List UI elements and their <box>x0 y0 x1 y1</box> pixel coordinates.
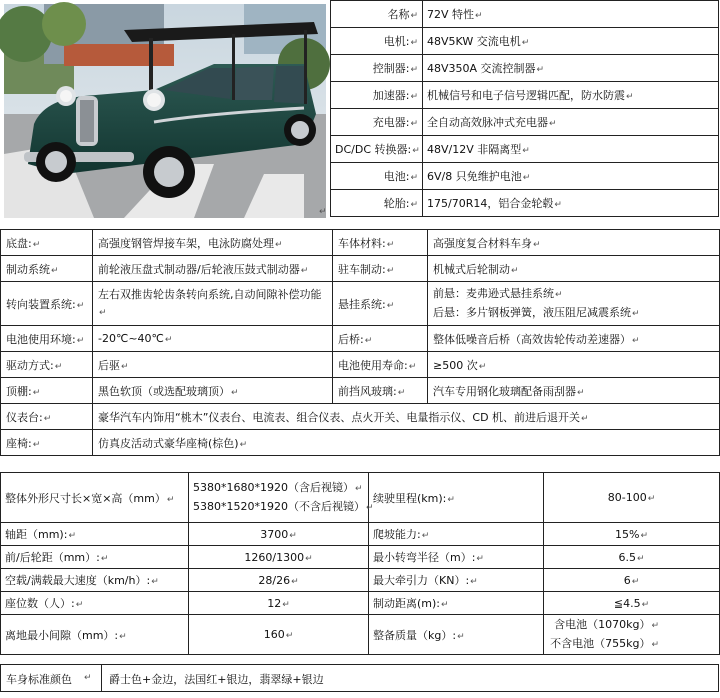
color-options: 爵士色+金边，法国红+银边，翡翠绿+银边 <box>109 673 324 686</box>
spec-label-cell <box>331 109 423 136</box>
spec-value: 48V/12V 非隔离型 <box>427 143 522 156</box>
paragraph-mark: ↵ <box>239 439 248 450</box>
feature-value-cell <box>428 326 720 352</box>
paragraph-mark: ↵ <box>521 38 530 48</box>
feature-value-cell <box>428 230 720 256</box>
feature-label: 制动系统 <box>6 262 50 276</box>
spec-value: 48V350A 交流控制器 <box>427 62 536 75</box>
dimension-value: 15% <box>615 527 640 541</box>
paragraph-mark: ↵ <box>631 576 640 587</box>
paragraph-mark: ↵ <box>119 631 127 642</box>
paragraph-mark: ↵ <box>84 673 92 683</box>
spec-value-cell <box>423 190 719 217</box>
spec-value-cell <box>423 109 719 136</box>
dimension-value-line: 5380*1680*1920（含后视镜） <box>193 480 354 494</box>
dimension-value-cell <box>544 615 720 655</box>
dimension-label-cell <box>1 473 189 523</box>
paragraph-mark: ↵ <box>282 599 290 610</box>
spec-value: 机械信号和电子信号逻辑匹配，防水防震 <box>427 89 625 102</box>
table-row <box>1 256 720 282</box>
spec-label-cell <box>331 163 423 190</box>
feature-label: 悬挂系统: <box>338 297 386 311</box>
table-row <box>331 136 719 163</box>
dimension-label: 最大牵引力（KN）: <box>373 574 470 587</box>
spec-label: 充电器: <box>372 116 410 129</box>
table-row <box>1 592 720 615</box>
dimension-label: 制动距离(m): <box>373 597 441 610</box>
paragraph-mark: ↵ <box>410 173 418 183</box>
spec-value-cell <box>423 163 719 190</box>
spec-value: 72V 特性 <box>427 8 475 21</box>
feature-label: 电池使用环境: <box>6 332 76 346</box>
feature-value: 豪华汽车内饰用“桃木”仪表台、电流表、组合仪表、点火开关、电量指示仪、CD 机、前进后退开关 <box>98 410 581 424</box>
feature-value-cell <box>93 256 333 282</box>
spec-value: 全自动高效脉冲式充电器 <box>427 116 548 129</box>
dimension-value-cell <box>189 615 369 655</box>
paragraph-mark: ↵ <box>511 265 519 276</box>
dimension-label-cell <box>369 615 544 655</box>
spec-value: 6V/8 只免维护电池 <box>427 170 522 183</box>
feature-value: -20℃~40℃ <box>98 332 164 345</box>
feature-value-cell <box>93 404 720 430</box>
dimension-value: 80-100 <box>607 491 647 504</box>
color-row <box>0 664 719 692</box>
dimension-table <box>0 472 720 655</box>
paragraph-mark: ↵ <box>476 554 484 564</box>
table-row <box>1 352 720 378</box>
feature-label: 车体材料: <box>338 236 386 250</box>
dimension-label: 空载/满载最大速度（km/h）: <box>5 574 151 587</box>
dimension-value: 28/26 <box>258 573 291 587</box>
vintage-car-image <box>4 4 326 218</box>
dimension-value: 6 <box>623 573 631 587</box>
feature-label: 顶棚: <box>6 384 32 398</box>
dimension-value-cell <box>544 546 720 569</box>
dimension-label: 最小转弯半径（m）: <box>373 551 476 564</box>
paragraph-mark: ↵ <box>555 289 563 300</box>
paragraph-mark: ↵ <box>319 207 327 217</box>
table-row <box>1 615 720 655</box>
feature-value-cell <box>93 430 720 456</box>
color-label: 车身标准颜色 <box>6 673 72 686</box>
dimension-label-cell <box>1 569 189 592</box>
spec-label: 电机: <box>383 35 410 48</box>
dimension-value-cell <box>544 592 720 615</box>
paragraph-mark: ↵ <box>99 307 107 318</box>
paragraph-mark: ↵ <box>397 387 406 398</box>
dimension-label-cell <box>369 473 544 523</box>
spec-label: 加速器: <box>372 89 410 102</box>
paragraph-mark: ↵ <box>166 494 175 505</box>
table-row <box>1 430 720 456</box>
feature-value: 左右双推齿轮齿条转向系统,自动间隙补偿功能 <box>98 287 322 301</box>
dimension-label: 离地最小间隙（mm）: <box>5 628 119 642</box>
paragraph-mark: ↵ <box>412 146 420 156</box>
paragraph-mark: ↵ <box>651 639 659 650</box>
table-row <box>1 404 720 430</box>
dimension-label-cell <box>369 569 544 592</box>
feature-table <box>0 229 720 456</box>
paragraph-mark: ↵ <box>151 577 159 587</box>
paragraph-mark: ↵ <box>121 361 129 372</box>
paragraph-mark: ↵ <box>76 300 85 311</box>
spec-label: 轮胎: <box>383 197 410 210</box>
feature-value: 黑色软顶（或选配玻璃顶） <box>98 384 230 398</box>
feature-label-cell <box>1 326 93 352</box>
table-row <box>1 378 720 404</box>
paragraph-mark: ↵ <box>475 11 483 21</box>
paragraph-mark: ↵ <box>641 599 650 610</box>
feature-value: 整体低噪音后桥（高效齿轮传动差速器） <box>433 332 631 346</box>
feature-label-cell <box>333 256 428 282</box>
paragraph-mark: ↵ <box>354 483 363 494</box>
feature-value-cell <box>428 378 720 404</box>
feature-value: 高强度复合材料车身 <box>433 236 532 250</box>
feature-label-cell <box>333 230 428 256</box>
feature-value-cell <box>93 282 333 326</box>
paragraph-mark: ↵ <box>577 387 585 398</box>
paragraph-mark: ↵ <box>421 531 430 541</box>
spec-label: 电池: <box>383 170 410 183</box>
spec-label-cell <box>331 82 423 109</box>
table-row <box>1 326 720 352</box>
table-row <box>331 163 719 190</box>
paragraph-mark: ↵ <box>364 335 373 346</box>
spec-label-cell <box>331 1 423 28</box>
paragraph-mark: ↵ <box>231 387 239 398</box>
paragraph-mark: ↵ <box>386 265 395 276</box>
dimension-label: 爬坡能力: <box>373 528 421 541</box>
dimension-label-cell <box>1 523 189 546</box>
feature-label-cell <box>1 282 93 326</box>
product-photo <box>4 4 326 218</box>
spec-value-cell <box>423 28 719 55</box>
table-row <box>331 190 719 217</box>
paragraph-mark: ↵ <box>536 65 545 75</box>
paragraph-mark: ↵ <box>68 531 76 541</box>
table-row <box>1 546 720 569</box>
feature-value: 后驱 <box>98 358 120 372</box>
paragraph-mark: ↵ <box>522 146 530 156</box>
paragraph-mark: ↵ <box>533 239 541 250</box>
feature-label: 座椅: <box>6 436 32 450</box>
feature-value: ≥500 次 <box>433 358 478 372</box>
spec-label-cell <box>331 136 423 163</box>
dimension-label: 续驶里程(km): <box>373 491 447 505</box>
spec-value-cell <box>423 82 719 109</box>
dimension-label-cell <box>369 592 544 615</box>
table-row <box>1 569 720 592</box>
paragraph-mark: ↵ <box>441 600 449 610</box>
paragraph-mark: ↵ <box>410 92 418 102</box>
feature-value: 高强度钢管焊接车架，电泳防腐处理 <box>98 236 274 250</box>
feature-value-cell <box>428 256 720 282</box>
feature-value-cell <box>93 326 333 352</box>
dimension-value-line: 不含电池（755kg） <box>550 636 651 650</box>
paragraph-mark: ↵ <box>305 553 313 564</box>
dimension-label-cell <box>1 546 189 569</box>
dimension-label: 整体外形尺寸长×宽×高（mm） <box>5 491 166 505</box>
spec-table <box>330 0 719 217</box>
feature-label-cell <box>1 230 93 256</box>
paragraph-mark: ↵ <box>640 530 648 541</box>
dimension-value: 160 <box>263 628 285 641</box>
paragraph-mark: ↵ <box>522 173 531 183</box>
paragraph-mark: ↵ <box>75 600 84 610</box>
paragraph-mark: ↵ <box>410 11 418 21</box>
feature-label-cell <box>1 256 93 282</box>
dimension-label: 座位数（人）: <box>5 597 75 610</box>
dimension-value-cell <box>544 473 720 523</box>
paragraph-mark: ↵ <box>54 361 63 372</box>
paragraph-mark: ↵ <box>285 631 294 641</box>
spec-label: 名称 <box>387 8 410 21</box>
paragraph-mark: ↵ <box>32 239 41 250</box>
dimension-value-cell <box>544 523 720 546</box>
feature-label-cell <box>1 378 93 404</box>
paragraph-mark: ↵ <box>291 576 299 587</box>
feature-label: 转向装置系统: <box>6 297 76 311</box>
feature-label: 前挡风玻璃: <box>338 384 397 398</box>
feature-label: 驱动方式: <box>6 358 54 372</box>
paragraph-mark: ↵ <box>549 119 557 129</box>
dimension-value: ≦4.5 <box>613 596 641 610</box>
paragraph-mark: ↵ <box>632 335 640 346</box>
dimension-value-cell <box>189 592 369 615</box>
dimension-label-cell <box>1 615 189 655</box>
dimension-label-cell <box>369 523 544 546</box>
feature-value-cell <box>93 378 333 404</box>
spec-label-cell <box>331 55 423 82</box>
paragraph-mark: ↵ <box>32 439 41 450</box>
table-row <box>331 28 719 55</box>
dimension-value-cell <box>189 569 369 592</box>
dimension-label-cell <box>369 546 544 569</box>
feature-value: 机械式后轮制动 <box>433 262 510 276</box>
spec-value: 175/70R14，铝合金轮毂 <box>427 197 554 210</box>
paragraph-mark: ↵ <box>447 494 455 505</box>
feature-value-cell <box>93 352 333 378</box>
paragraph-mark: ↵ <box>632 308 640 319</box>
feature-value-cell <box>428 352 720 378</box>
spec-value-cell <box>423 136 719 163</box>
feature-value: 汽车专用钢化玻璃配备雨刮器 <box>433 384 576 398</box>
dimension-value-cell <box>189 473 374 523</box>
feature-label-cell <box>1 430 93 456</box>
feature-value: 仿真皮活动式豪华座椅(棕色) <box>98 436 239 450</box>
spec-value: 48V5KW 交流电机 <box>427 35 521 48</box>
dimension-value: 6.5 <box>618 550 636 564</box>
paragraph-mark: ↵ <box>289 530 297 541</box>
paragraph-mark: ↵ <box>647 494 656 504</box>
feature-value-line: 前悬：麦弗逊式悬挂系统 <box>433 286 554 300</box>
feature-label: 后桥: <box>338 332 364 346</box>
paragraph-mark: ↵ <box>470 577 478 587</box>
paragraph-mark: ↵ <box>410 200 418 210</box>
table-row <box>1 523 720 546</box>
paragraph-mark: ↵ <box>386 300 395 311</box>
feature-label-cell <box>333 326 428 352</box>
paragraph-mark: ↵ <box>478 361 487 372</box>
spec-label-cell <box>331 28 423 55</box>
paragraph-mark: ↵ <box>100 554 109 564</box>
paragraph-mark: ↵ <box>386 239 395 250</box>
paragraph-mark: ↵ <box>626 92 634 102</box>
paragraph-mark: ↵ <box>365 502 374 513</box>
dimension-value: 12 <box>267 596 282 610</box>
table-row <box>331 109 719 136</box>
paragraph-mark: ↵ <box>32 387 41 398</box>
feature-label-cell <box>1 404 93 430</box>
paragraph-mark: ↵ <box>410 38 418 48</box>
table-row <box>1 282 720 326</box>
dimension-label: 轴距（mm): <box>5 528 68 541</box>
paragraph-mark: ↵ <box>51 265 59 276</box>
paragraph-mark: ↵ <box>636 553 645 564</box>
paragraph-mark: ↵ <box>457 631 465 642</box>
feature-label: 电池使用寿命: <box>338 358 408 372</box>
feature-label: 仪表台: <box>6 410 43 424</box>
paragraph-mark: ↵ <box>408 361 417 372</box>
dimension-value-cell <box>189 523 369 546</box>
feature-label: 底盘: <box>6 236 32 250</box>
table-row <box>1 230 720 256</box>
spec-label-cell <box>331 190 423 217</box>
table-row <box>331 1 719 28</box>
dimension-value-line: 5380*1520*1920（不含后视镜） <box>193 499 365 513</box>
paragraph-mark: ↵ <box>410 65 418 75</box>
paragraph-mark: ↵ <box>410 119 418 129</box>
feature-label: 驻车制动: <box>338 262 386 276</box>
dimension-value: 3700 <box>260 527 289 541</box>
paragraph-mark: ↵ <box>300 265 309 276</box>
dimension-label-cell <box>1 592 189 615</box>
table-row <box>1 473 720 523</box>
table-row <box>331 82 719 109</box>
feature-label-cell <box>333 378 428 404</box>
feature-label-cell <box>333 282 428 326</box>
dimension-value-line: 含电池（1070kg） <box>554 617 651 631</box>
feature-value-cell <box>428 282 720 326</box>
spec-value-cell <box>423 55 719 82</box>
feature-value: 前轮液压盘式制动器/后轮液压鼓式制动器 <box>98 262 300 276</box>
dimension-label: 前/后轮距（mm）: <box>5 551 100 564</box>
feature-label-cell <box>333 352 428 378</box>
cell-divider <box>101 665 102 691</box>
table-row <box>331 55 719 82</box>
paragraph-mark: ↵ <box>554 200 562 210</box>
paragraph-mark: ↵ <box>581 413 589 424</box>
paragraph-mark: ↵ <box>76 335 85 346</box>
spec-label: 控制器: <box>372 62 410 75</box>
paragraph-mark: ↵ <box>43 413 52 424</box>
dimension-value-cell <box>189 546 369 569</box>
feature-label-cell <box>1 352 93 378</box>
dimension-value-cell <box>544 569 720 592</box>
spec-label: DC/DC 转换器: <box>335 143 412 156</box>
dimension-label: 整备质量（kg）: <box>373 628 457 642</box>
feature-value-cell <box>93 230 333 256</box>
spec-value-cell <box>423 1 719 28</box>
paragraph-mark: ↵ <box>651 620 659 631</box>
paragraph-mark: ↵ <box>164 335 173 345</box>
paragraph-mark: ↵ <box>275 239 283 250</box>
dimension-value: 1260/1300 <box>244 550 305 564</box>
feature-value-line: 后悬：多片钢板弹簧，液压阻尼减震系统 <box>433 305 631 319</box>
